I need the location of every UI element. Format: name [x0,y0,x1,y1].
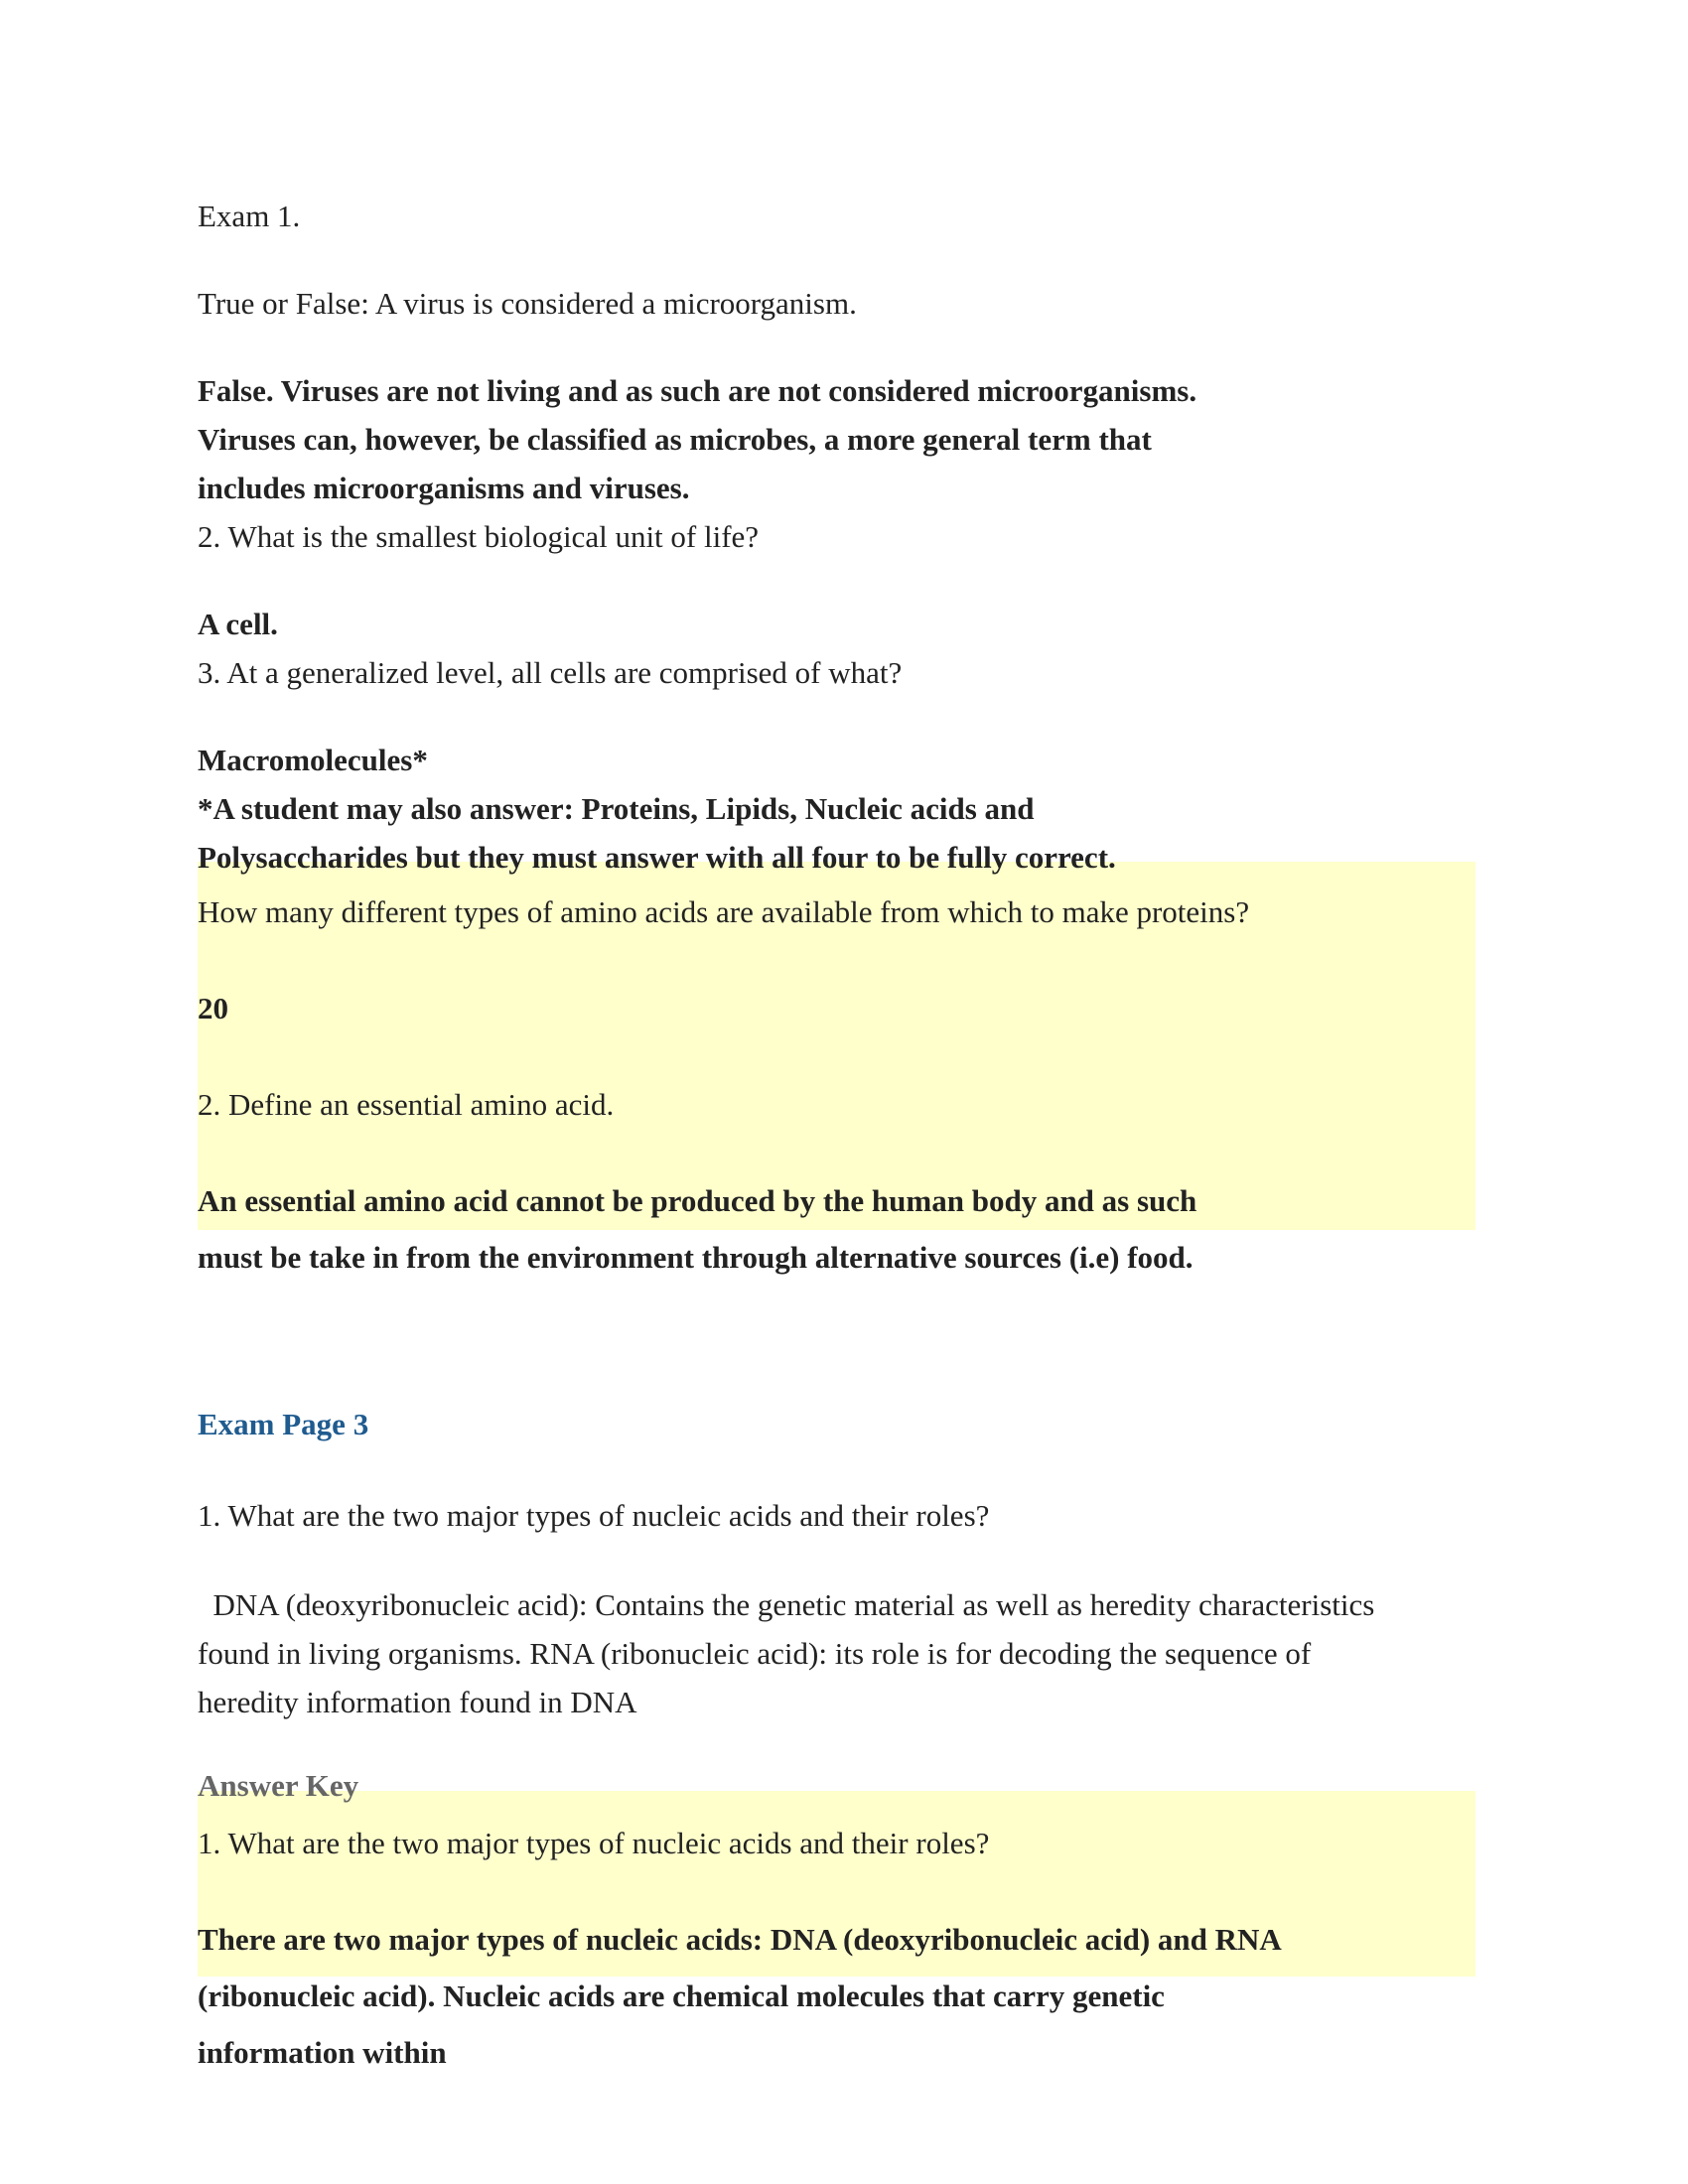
exam1-question-1: True or False: A virus is considered a microorganism. [198,286,857,321]
answer-key-answer-line-3: information within [198,2035,447,2070]
exam1-heading: Exam 1. [198,199,301,233]
exam1-answer-1-line-2: Viruses can, however, be classified as microbes, a more general term that [198,422,1152,457]
exam1-answer-5-line-1: An essential amino acid cannot be produced by the human body and as such [198,1183,1197,1218]
exam1-answer-2: A cell. [198,607,278,641]
exam1-question-5: 2. Define an essential amino acid. [198,1087,615,1122]
exam1-question-2: 2. What is the smallest biological unit of life? [198,519,760,554]
exam1-answer-1-line-3: includes microorganisms and viruses. [198,471,690,505]
exam1-question-4: How many different types of amino acids are available from which to make proteins? [198,894,1250,929]
exam-page3-answer-line-1: DNA (deoxyribonucleic acid): Contains the genetic material as well as heredity characteristics [198,1587,1375,1622]
exam1-answer-3-line-3: Polysaccharides but they must answer with all four to be fully correct. [198,840,1116,875]
exam1-answer-3-line-1: Macromolecules* [198,743,428,777]
answer-key-answer-line-1: There are two major types of nucleic acids: DNA (deoxyribonucleic acid) and RNA [198,1922,1282,1957]
answer-key-label: Answer Key [198,1768,359,1803]
exam-page3-answer-line-3: heredity information found in DNA [198,1685,637,1719]
exam-page3-heading: Exam Page 3 [198,1407,369,1441]
answer-key-question-1: 1. What are the two major types of nucleic acids and their roles? [198,1826,990,1860]
exam-page3-question-1: 1. What are the two major types of nucleic acids and their roles? [198,1498,990,1533]
exam1-answer-5-line-2: must be take in from the environment through alternative sources (i.e) food. [198,1240,1194,1275]
exam-page3-answer-line-2: found in living organisms. RNA (ribonucleic acid): its role is for decoding the sequence of [198,1636,1312,1671]
exam1-question-3: 3. At a generalized level, all cells are comprised of what? [198,655,903,690]
exam1-answer-1-line-1: False. Viruses are not living and as such are not considered microorganisms. [198,373,1197,408]
answer-key-answer-line-2: (ribonucleic acid). Nucleic acids are chemical molecules that carry genetic [198,1979,1165,2013]
exam1-answer-4: 20 [198,991,228,1025]
exam1-answer-3-line-2: *A student may also answer: Proteins, Lipids, Nucleic acids and [198,791,1035,826]
